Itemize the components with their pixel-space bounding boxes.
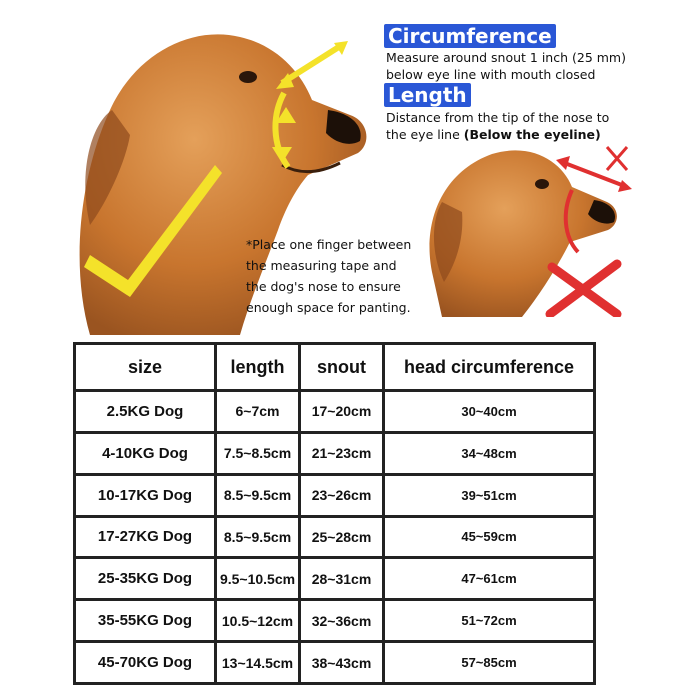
cell-size: 2.5KG Dog [75, 391, 216, 433]
header-size: size [75, 344, 216, 391]
cell-snout: 32~36cm [300, 600, 384, 642]
table-row [75, 432, 595, 474]
length-description [386, 109, 686, 143]
cell-size: 17-27KG Dog [75, 516, 216, 558]
cell-length: 6~7cm [216, 391, 300, 433]
cell-length: 13~14.5cm [216, 642, 300, 684]
cell-snout: 38~43cm [300, 642, 384, 684]
table-row [75, 558, 595, 600]
circumference-desc-line-2: below eye line with mouth closed [386, 67, 596, 82]
note-line-4: enough space for panting. [246, 300, 411, 315]
header-length: length [216, 344, 300, 391]
size-table [73, 342, 596, 685]
cell-head-circumference: 57~85cm [384, 642, 595, 684]
cell-head-circumference: 30~40cm [384, 391, 595, 433]
size-chart-table [73, 342, 593, 685]
table-header-row [75, 344, 595, 391]
cell-size: 45-70KG Dog [75, 642, 216, 684]
note-line-2: the measuring tape and [246, 258, 397, 273]
cell-head-circumference: 34~48cm [384, 432, 595, 474]
panting-note [246, 234, 436, 318]
length-desc-bold: (Below the eyeline) [463, 127, 601, 142]
table-row [75, 642, 595, 684]
cell-head-circumference: 51~72cm [384, 600, 595, 642]
dog-head-small-image [422, 142, 632, 317]
length-tag: Length [384, 83, 471, 107]
cell-size: 4-10KG Dog [75, 432, 216, 474]
length-desc-line-2 [386, 126, 686, 143]
cell-snout: 17~20cm [300, 391, 384, 433]
measurement-illustration [0, 0, 700, 335]
cell-length: 10.5~12cm [216, 600, 300, 642]
wrong-length-arrow-icon [562, 162, 627, 187]
length-desc-plain: the eye line [386, 127, 464, 142]
length-desc-line-1: Distance from the tip of the nose to [386, 110, 610, 125]
table-row [75, 474, 595, 516]
cell-size: 10-17KG Dog [75, 474, 216, 516]
cell-snout: 25~28cm [300, 516, 384, 558]
note-line-1: *Place one finger between [246, 237, 412, 252]
circumference-description [386, 49, 686, 83]
length-arrow-icon [282, 45, 342, 83]
note-line-3: the dog's nose to ensure [246, 279, 401, 294]
header-head-circumference: head circumference [384, 344, 595, 391]
cell-size: 25-35KG Dog [75, 558, 216, 600]
table-row [75, 391, 595, 433]
table-row [75, 600, 595, 642]
small-red-x-icon [607, 147, 627, 170]
cell-length: 7.5~8.5cm [216, 432, 300, 474]
circumference-desc-line-1: Measure around snout 1 inch (25 mm) [386, 50, 626, 65]
circumference-tag: Circumference [384, 24, 556, 48]
cell-snout: 28~31cm [300, 558, 384, 600]
cell-length: 8.5~9.5cm [216, 516, 300, 558]
cell-length: 9.5~10.5cm [216, 558, 300, 600]
cell-size: 35-55KG Dog [75, 600, 216, 642]
header-snout: snout [300, 344, 384, 391]
red-x-icon [550, 264, 617, 314]
cell-head-circumference: 39~51cm [384, 474, 595, 516]
cell-snout: 21~23cm [300, 432, 384, 474]
cell-head-circumference: 47~61cm [384, 558, 595, 600]
cell-length: 8.5~9.5cm [216, 474, 300, 516]
cell-head-circumference: 45~59cm [384, 516, 595, 558]
cell-snout: 23~26cm [300, 474, 384, 516]
table-row [75, 516, 595, 558]
